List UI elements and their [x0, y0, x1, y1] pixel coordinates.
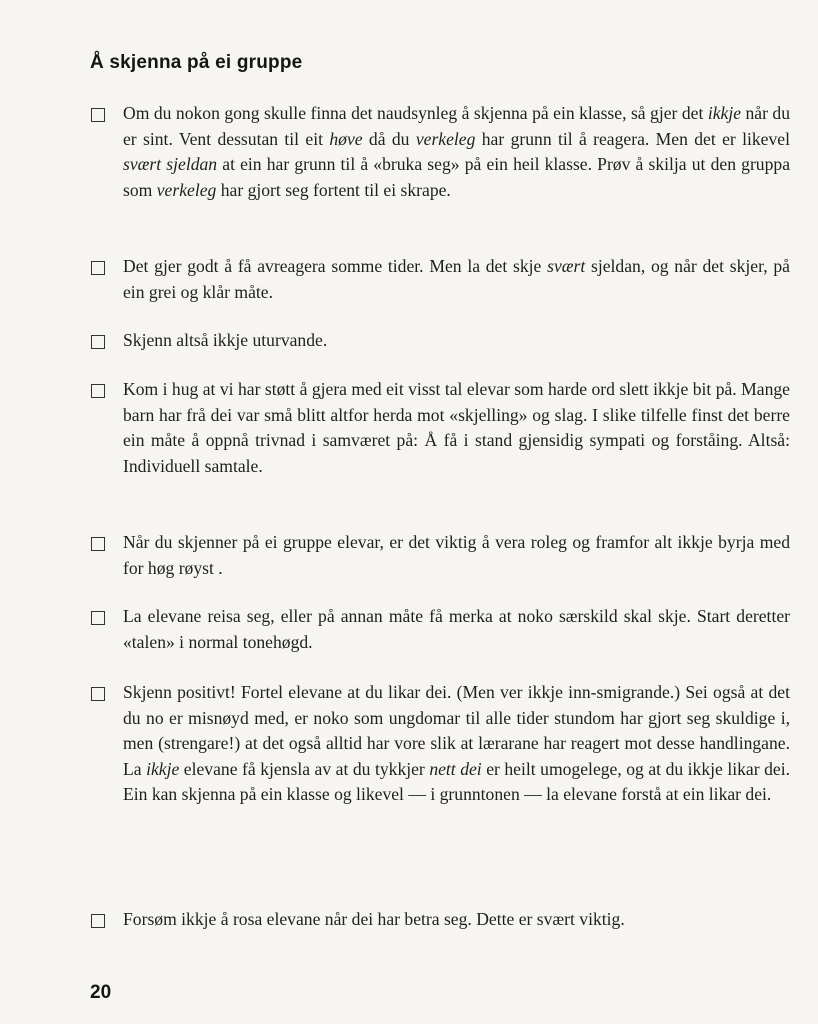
checkbox[interactable] — [91, 384, 105, 398]
checkbox[interactable] — [91, 914, 105, 928]
checklist-item — [90, 101, 790, 203]
page-number: 20 — [90, 982, 112, 1003]
section-heading: Å skjenna på ei gruppe — [90, 52, 303, 73]
checklist-item — [90, 254, 790, 305]
checklist-item — [90, 907, 790, 933]
checkbox[interactable] — [91, 537, 105, 551]
item-text: Skjenn altså ikkje uturvande. — [123, 330, 328, 350]
item-text: Skjenn positivt! Fortel elevane at du likar dei. (Men ver ikkje inn-smigrande.) Sei også at det du no er misnøyd med, er noko som ungdomar til alle tider stundom har gjort seg skuldige i, men (strengare!) at det også alltid har vore slik at lærarane har reagert mot desse handlingane. La ikkje elevane få kjensla av at du tykkjer nett dei er heilt umogelege, og at du ikkje likar dei. Ein kan skjenna på ein klasse og likevel — i grunntonen — la elevane forstå at ein likar dei. — [123, 682, 791, 805]
item-text: Det gjer godt å få avreagera somme tider. Men la det skje svært sjeldan, og når det skjer, på ein grei og klår måte. — [123, 256, 790, 302]
item-text: Når du skjenner på ei gruppe elevar, er det viktig å vera roleg og framfor alt ikkje byrja med for høg røyst . — [123, 532, 790, 578]
item-text: Forsøm ikkje å rosa elevane når dei har betra seg. Dette er svært viktig. — [123, 909, 625, 929]
checklist-item — [90, 377, 790, 479]
item-text: La elevane reisa seg, eller på annan måte få merka at noko særskild skal skje. Start deretter «talen» i normal tonehøgd. — [123, 606, 790, 652]
item-text: Om du nokon gong skulle finna det naudsynleg å skjenna på ein klasse, så gjer det ikkje når du er sint. Vent dessutan til eit høve då du verkeleg har grunn til å reagera. Men det er likevel svært sjeldan at ein har grunn til å «bruka seg» på ein heil klasse. Prøv å skilja ut den gruppa som verkeleg har gjort seg fortent til ei skrape. — [123, 103, 791, 200]
checklist-item — [90, 328, 790, 354]
checklist-item — [90, 680, 790, 808]
item-text: Kom i hug at vi har støtt å gjera med eit visst tal elevar som harde ord slett ikkje bit på. Mange barn har frå dei var små blitt altfor herda mot «skjelling» og slag. I slike tilfelle finst det berre ein måte å oppnå trivnad i samværet på: Å få i stand gjensidig sympati og forståing. Altså: Individuell samtale. — [123, 379, 790, 476]
checkbox[interactable] — [91, 261, 105, 275]
checkbox[interactable] — [91, 611, 105, 625]
checkbox[interactable] — [91, 687, 105, 701]
checkbox[interactable] — [91, 108, 105, 122]
checklist-item — [90, 530, 790, 581]
checkbox[interactable] — [91, 335, 105, 349]
checklist-item — [90, 604, 790, 655]
